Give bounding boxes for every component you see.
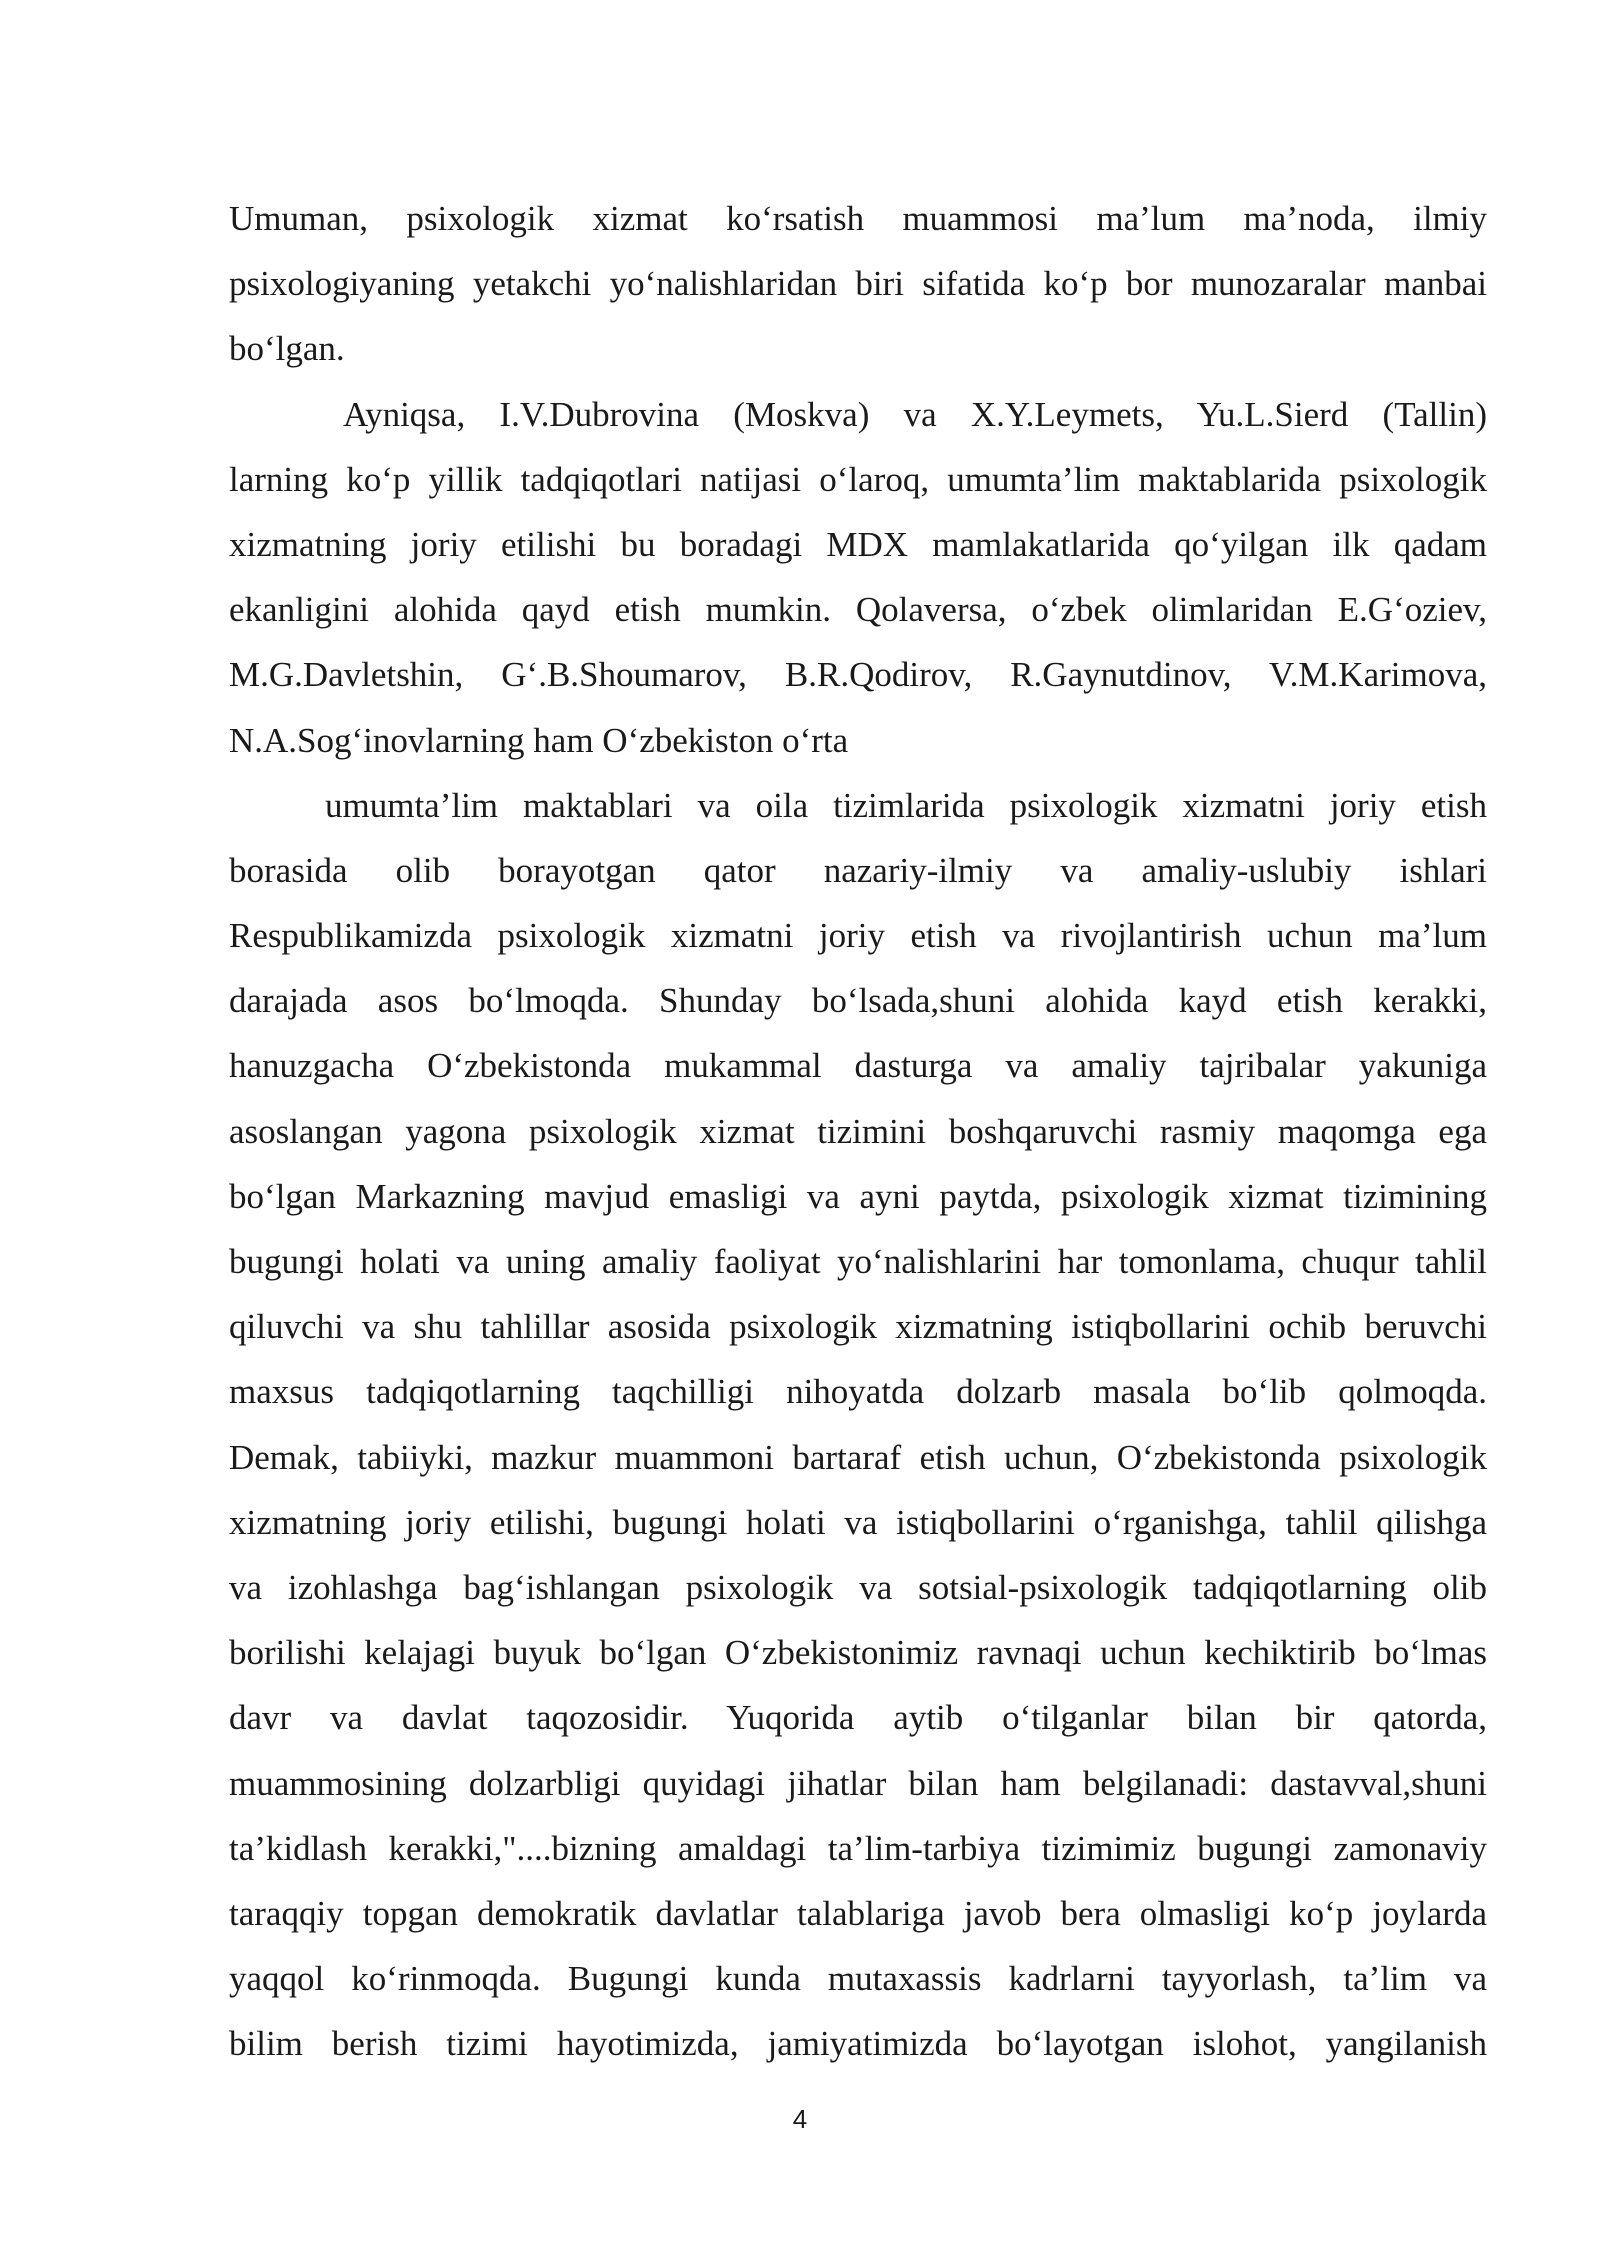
- text-line: asoslangan yagona psixologik xizmat tizimini boshqaruvchi rasmiy maqomga ega: [229, 1111, 1487, 1151]
- text-line: larning ko‘p yillik tadqiqotlari natijasi o‘laroq, umumta’lim maktablarida psixologik: [229, 459, 1487, 499]
- text-line: davr va davlat taqozosidir. Yuqorida aytib o‘tilganlar bilan bir qatorda,: [229, 1698, 1487, 1738]
- text-line: umumta’lim maktablari va oila tizimlarida psixologik xizmatni joriy etish: [325, 785, 1487, 825]
- text-line: ekanligini alohida qayd etish mumkin. Qolaversa, o‘zbek olimlaridan E.G‘oziev,: [229, 590, 1487, 630]
- text-line: va izohlashga bag‘ishlangan psixologik va sotsial-psixologik tadqiqotlarning olib: [229, 1567, 1487, 1607]
- text-line: darajada asos bo‘lmoqda. Shunday bo‘lsada,shuni alohida kayd etish kerakki,: [229, 981, 1487, 1021]
- body-text: [229, 186, 1487, 2076]
- text-line: ta’kidlash kerakki,"....bizning amaldagi ta’lim-tarbiya tizimimiz bugungi zamonaviy: [229, 1828, 1487, 1868]
- text-line: M.G.Davletshin, G‘.B.Shoumarov, B.R.Qodirov, R.Gaynutdinov, V.M.Karimova,: [229, 655, 1487, 695]
- text-line: Umuman, psixologik xizmat ko‘rsatish muammosi ma’lum ma’noda, ilmiy: [229, 199, 1487, 238]
- text-line: taraqqiy topgan demokratik davlatlar talablariga javob bera olmasligi ko‘p joylarda: [229, 1893, 1487, 1933]
- text-line: xizmatning joriy etilishi bu boradagi MDX mamlakatlarida qo‘yilgan ilk qadam: [229, 524, 1487, 564]
- text-line: N.A.Sog‘inovlarning ham O‘zbekiston o‘rta: [229, 720, 849, 760]
- text-line: bugungi holati va uning amaliy faoliyat yo‘nalishlarini har tomonlama, chuqur tahlil: [229, 1242, 1487, 1281]
- text-line: Ayniqsa, I.V.Dubrovina (Moskva) va X.Y.Leymets, Yu.L.Sierd (Tallin): [343, 394, 1487, 434]
- page-number: 4: [792, 2104, 808, 2134]
- text-line: yaqqol ko‘rinmoqda. Bugungi kunda mutaxassis kadrlarni tayyorlash, ta’lim va: [229, 1959, 1487, 1999]
- text-line: maxsus tadqiqotlarning taqchilligi nihoyatda dolzarb masala bo‘lib qolmoqda.: [229, 1372, 1487, 1412]
- text-line: Respublikamizda psixologik xizmatni joriy etish va rivojlantirish uchun ma’lum: [229, 916, 1487, 956]
- text-line: psixologiyaning yetakchi yo‘nalishlaridan biri sifatida ko‘p bor munozaralar manbai: [229, 264, 1487, 304]
- text-line: xizmatning joriy etilishi, bugungi holati va istiqbollarini o‘rganishga, tahlil qilishga: [229, 1502, 1487, 1542]
- text-line: borasida olib borayotgan qator nazariy-ilmiy va amaliy-uslubiy ishlari: [229, 850, 1487, 890]
- text-line: bo‘lgan.: [229, 329, 345, 369]
- text-line: Demak, tabiiyki, mazkur muammoni bartaraf etish uchun, O‘zbekistonda psixologik: [229, 1437, 1487, 1477]
- text-line: qiluvchi va shu tahlillar asosida psixologik xizmatning istiqbollarini ochib beruvchi: [229, 1307, 1487, 1347]
- text-line: bo‘lgan Markazning mavjud emasligi va ayni paytda, psixologik xizmat tizimining: [229, 1176, 1487, 1216]
- text-line: bilim berish tizimi hayotimizda, jamiyatimizda bo‘layotgan islohot, yangilanish: [229, 2024, 1487, 2064]
- text-line: borilishi kelajagi buyuk bo‘lgan O‘zbekistonimiz ravnaqi uchun kechiktirib bo‘lmas: [229, 1633, 1487, 1673]
- text-line: hanuzgacha O‘zbekistonda mukammal dasturga va amaliy tajribalar yakuniga: [229, 1046, 1487, 1086]
- text-line: muammosining dolzarbligi quyidagi jihatlar bilan ham belgilanadi: dastavval,shuni: [229, 1763, 1487, 1803]
